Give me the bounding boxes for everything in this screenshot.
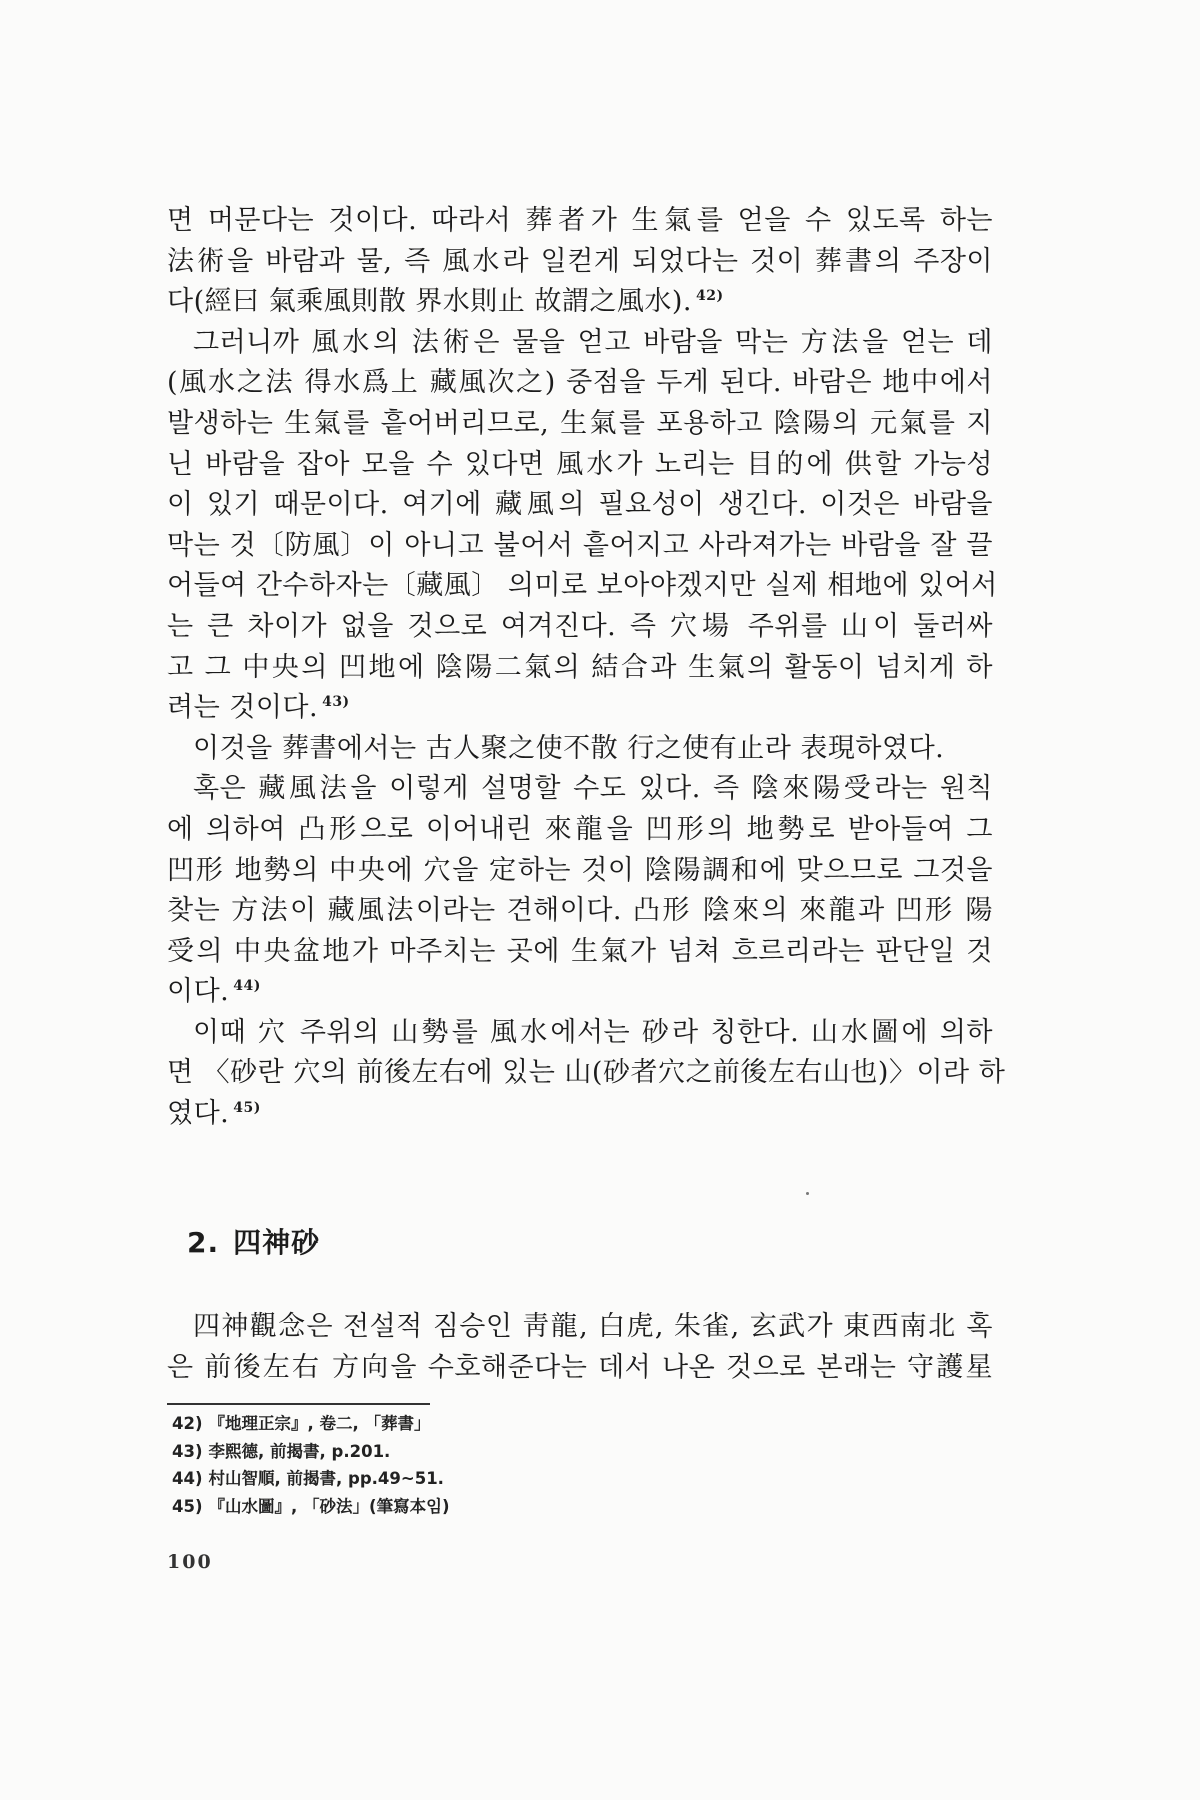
text-line-content: 혹은 藏風法을 이렇게 설명할 수도 있다. 즉 陰來陽受라는 원칙 bbox=[193, 773, 993, 805]
footnote bbox=[172, 1493, 872, 1521]
footnote-text: 村山智順, 前揭書, pp.49~51. bbox=[208, 1469, 444, 1488]
text-line-content: 다(經曰 氣乘風則散 界水則止 故謂之風水). bbox=[167, 286, 692, 318]
text-line bbox=[167, 485, 993, 526]
text-line-content: 고 그 中央의 凹地에 陰陽二氣의 結合과 生氣의 활동이 넘치게 하 bbox=[167, 651, 993, 683]
section-title: 四神砂 bbox=[233, 1226, 321, 1259]
text-line bbox=[167, 566, 998, 607]
footnote-number: 42) bbox=[172, 1414, 203, 1433]
footnote-number: 43) bbox=[172, 1441, 203, 1461]
text-line-content: 였다. bbox=[167, 1098, 230, 1130]
page-number: 100 bbox=[167, 1551, 213, 1573]
text-line bbox=[167, 607, 993, 648]
section-heading bbox=[187, 1221, 320, 1261]
footnote bbox=[172, 1438, 872, 1466]
text-line-content: 凹形 地勢의 中央에 穴을 定하는 것이 陰陽調和에 맞으므로 그것을 bbox=[167, 854, 993, 886]
text-line bbox=[167, 1013, 993, 1054]
footnotes bbox=[172, 1410, 872, 1520]
footnote-number: 45) bbox=[172, 1496, 203, 1516]
text-line-content: 어들여 간수하자는〔藏風〕 의미로 보아야겠지만 실제 相地에 있어서 bbox=[167, 570, 998, 602]
text-line bbox=[167, 445, 993, 486]
footnote-marker[interactable]: 44) bbox=[233, 978, 261, 995]
text-line-content: 막는 것〔防風〕이 아니고 불어서 흩어지고 사라져가는 바람을 잘 끌 bbox=[167, 529, 993, 561]
body-text bbox=[167, 201, 1006, 1135]
footnote-marker[interactable]: 45) bbox=[233, 1100, 261, 1117]
text-line-content: 발생하는 生氣를 흩어버리므로, 生氣를 포용하고 陰陽의 元氣를 지 bbox=[167, 407, 993, 439]
text-line bbox=[167, 363, 993, 404]
text-line bbox=[167, 810, 993, 851]
text-line bbox=[167, 1307, 993, 1348]
footnote-marker[interactable]: 43) bbox=[322, 694, 350, 711]
footnote-marker[interactable]: 42) bbox=[695, 288, 724, 305]
text-line-content: 에 의하여 凸形으로 이어내린 來龍을 凹形의 地勢로 받아들여 그 bbox=[167, 813, 993, 845]
text-line-content: 려는 것이다. bbox=[167, 692, 319, 724]
text-line-content: 면 〈砂란 穴의 前後左右에 있는 山(砂者穴之前後左右山也)〉이라 하 bbox=[167, 1057, 1006, 1089]
text-line-content: 法術을 바람과 물, 즉 風水라 일컫게 되었다는 것이 葬書의 주장이 bbox=[167, 245, 993, 277]
text-line-content: 찾는 方法이 藏風法이라는 견해이다. 凸形 陰來의 來龍과 凹形 陽 bbox=[167, 895, 993, 927]
footnote-divider bbox=[167, 1403, 430, 1405]
footnote-text: 『山水圖』, 「砂法」(筆寫本임) bbox=[208, 1496, 450, 1516]
text-line bbox=[167, 891, 993, 932]
section-number: 2. bbox=[187, 1226, 220, 1259]
text-line bbox=[167, 932, 993, 973]
text-line bbox=[167, 1053, 1006, 1094]
text-line bbox=[167, 688, 993, 729]
text-line bbox=[167, 404, 993, 445]
scan-speck bbox=[806, 1192, 809, 1195]
text-line-content: 이다. bbox=[167, 976, 230, 1008]
text-line bbox=[167, 282, 993, 323]
text-line bbox=[167, 242, 993, 283]
footnote bbox=[172, 1465, 872, 1493]
text-line-content: 四神觀念은 전설적 짐승인 靑龍, 白虎, 朱雀, 玄武가 東西南北 혹 bbox=[193, 1311, 993, 1342]
footnote-text: 李熙德, 前揭書, p.201. bbox=[208, 1441, 391, 1461]
text-line bbox=[167, 201, 993, 242]
text-line bbox=[167, 851, 993, 892]
text-line-content: 는 큰 차이가 없을 것으로 여겨진다. 즉 穴場 주위를 山이 둘러싸 bbox=[167, 610, 993, 642]
footnote-text: 『地理正宗』, 卷二, 「葬書」 bbox=[208, 1414, 431, 1433]
text-line bbox=[167, 648, 993, 689]
text-line bbox=[167, 323, 993, 364]
text-line-content: 受의 中央盆地가 마주치는 곳에 生氣가 넘쳐 흐르리라는 판단일 것 bbox=[167, 935, 993, 967]
footnote-number: 44) bbox=[172, 1469, 203, 1488]
section-text bbox=[167, 1307, 993, 1388]
text-line-content: 이때 穴 주위의 山勢를 風水에서는 砂라 칭한다. 山水圖에 의하 bbox=[193, 1016, 993, 1048]
text-line-content: 면 머문다는 것이다. 따라서 葬者가 生氣를 얻을 수 있도록 하는 bbox=[167, 205, 993, 236]
text-line-content: 닌 바람을 잡아 모을 수 있다면 風水가 노리는 目的에 供할 가능성 bbox=[167, 448, 993, 480]
text-line-content: 이것을 葬書에서는 古人聚之使不散 行之使有止라 表現하였다. bbox=[193, 732, 945, 764]
footnote bbox=[172, 1410, 872, 1438]
text-line-content: (風水之法 得水爲上 藏風次之) 중점을 두게 된다. 바람은 地中에서 bbox=[167, 367, 993, 399]
text-line bbox=[167, 729, 993, 770]
text-line bbox=[167, 1094, 993, 1135]
text-line bbox=[167, 972, 993, 1013]
text-line bbox=[167, 769, 993, 810]
text-line-content: 은 前後左右 方向을 수호해준다는 데서 나온 것으로 본래는 守護星 bbox=[167, 1351, 993, 1383]
text-line bbox=[167, 526, 993, 567]
text-line-content: 그러니까 風水의 法術은 물을 얻고 바람을 막는 方法을 얻는 데 bbox=[193, 326, 993, 358]
text-line bbox=[167, 1348, 993, 1389]
text-line-content: 이 있기 때문이다. 여기에 藏風의 필요성이 생긴다. 이것은 바람을 bbox=[167, 489, 993, 521]
